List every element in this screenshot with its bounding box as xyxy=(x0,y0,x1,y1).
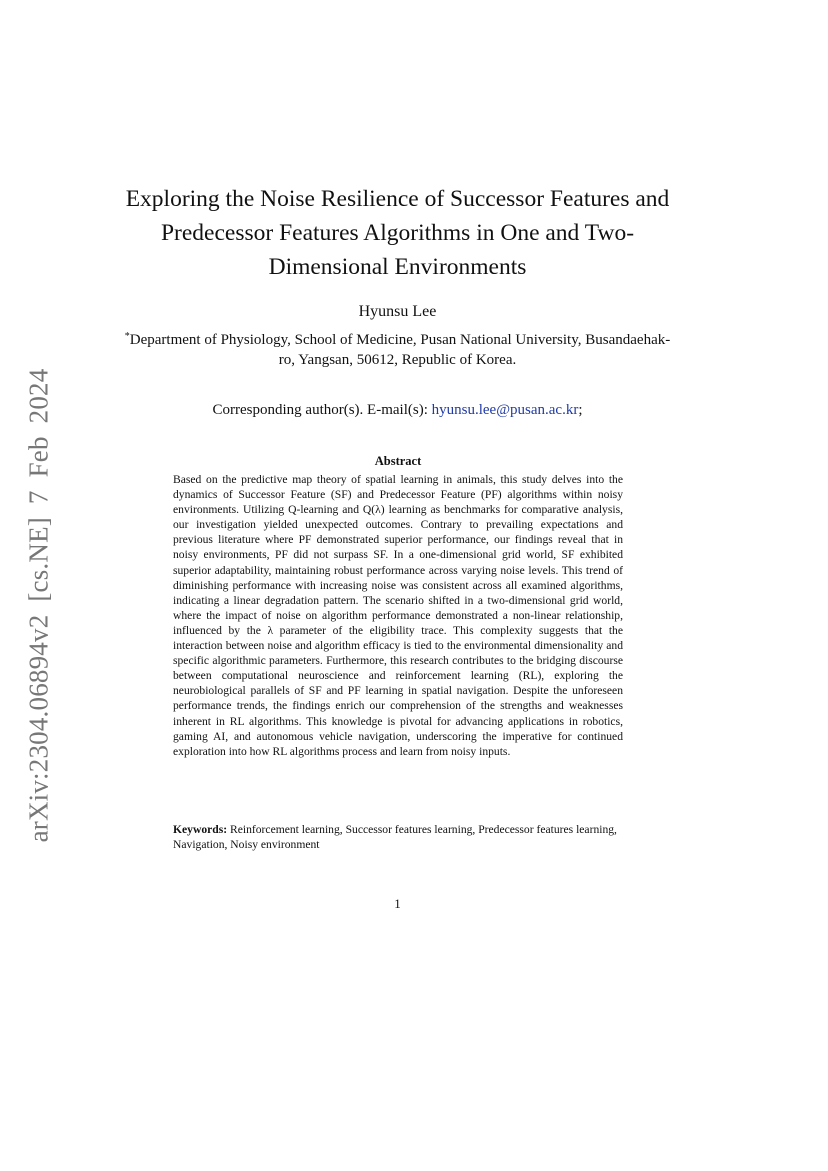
keywords-section xyxy=(173,822,623,852)
affiliation-marker: * xyxy=(124,331,130,342)
author-affiliation xyxy=(120,330,675,370)
author-name: Hyunsu Lee xyxy=(358,303,437,320)
affiliation-text: Department of Physiology, School of Medicine, Pusan National University, Busandaehak-ro, Yangsan, 50612, Republic of Korea. xyxy=(129,332,671,368)
corresponding-author xyxy=(120,400,675,420)
email-link[interactable]: hyunsu.lee@pusan.ac.kr xyxy=(431,402,579,418)
paper-title: Exploring the Noise Resilience of Successor Features and Predecessor Features Algorithms in One and Two-Dimensional Environments xyxy=(125,186,670,280)
corresponding-label: Corresponding author(s). E-mail(s): xyxy=(212,402,432,418)
keywords-list: Reinforcement learning, Successor features learning, Predecessor features learning, Navigation, Noisy environment xyxy=(173,823,617,851)
corresponding-suffix: ; xyxy=(578,402,583,418)
arxiv-identifier-stamp xyxy=(16,365,62,845)
arxiv-identifier-text: arXiv:2304.06894v2 [cs.NE] 7 Feb 2024 xyxy=(23,368,54,842)
abstract-body: Based on the predictive map theory of spatial learning in animals, this study delves into the dynamics of Successor Feature (SF) and Predecessor Feature (PF) algorithms within noisy environments. Utilizing Q-learning and Q(λ) learning as benchmarks for comparative analysis, our investigation yielded unexpected outcomes. Contrary to prevailing expectations and previous literature where PF demonstrated superior performance, our findings reveal that in noisy environments, PF did not surpass SF. In a one-dimensional grid world, SF exhibited superior adaptability, maintaining robust performance across varying noise levels. This trend of diminishing performance with increasing noise was consistent across all examined algorithms, indicating a linear degradation pattern. The scenario shifted in a two-dimensional grid world, where the impact of noise on algorithm performance demonstrated a non-linear relationship, influenced by the λ parameter of the eligibility trace. This complexity suggests that the interaction between noise and algorithm efficacy is tied to the environmental dimensionality and specific algorithmic parameters. Furthermore, this research contributes to the bridging discourse between computational neuroscience and reinforcement learning (RL), exploring the neurobiological parallels of SF and PF learning in spatial navigation. Despite the unforeseen performance trends, the findings enrich our comprehension of the strengths and weaknesses inherent in RL algorithms. This knowledge is pivotal for advancing applications in robotics, gaming AI, and autonomous vehicle navigation, underscoring the imperative for continued exploration into how RL algorithms process and learn from noisy inputs. xyxy=(173,473,623,758)
keywords-label: Keywords: xyxy=(173,823,228,836)
abstract-heading: Abstract xyxy=(374,454,422,468)
page-number: 1 xyxy=(394,896,401,911)
